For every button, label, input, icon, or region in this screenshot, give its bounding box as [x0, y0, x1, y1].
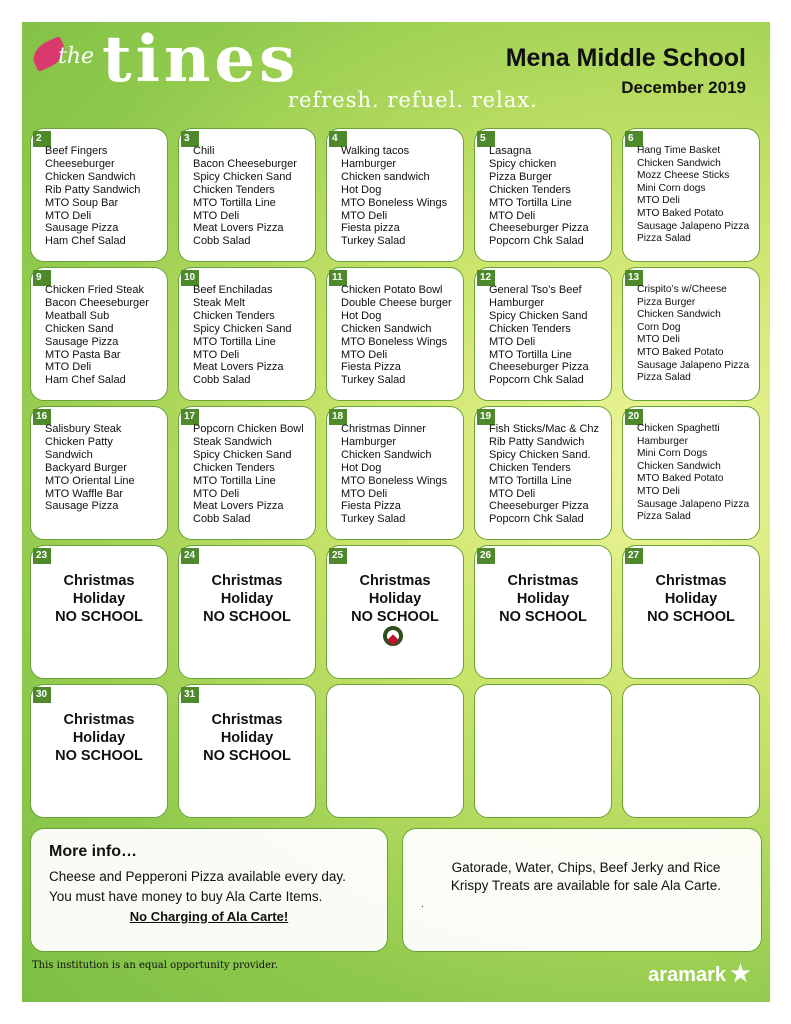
day-cell	[326, 545, 464, 679]
holiday-line: Holiday	[72, 591, 126, 607]
menu-items	[193, 423, 311, 526]
menu-item: Chicken Tenders	[193, 309, 275, 322]
brand-the: the	[58, 44, 95, 69]
menu-item: Salisbury Steak	[45, 423, 122, 435]
holiday-notice	[623, 572, 759, 626]
holiday-line: NO SCHOOL	[499, 609, 587, 625]
menu-item: Chicken Sandwich	[637, 460, 721, 472]
menu-item: MTO Baked Potato	[637, 207, 724, 219]
holiday-line: Holiday	[220, 591, 274, 607]
holiday-line: NO SCHOOL	[55, 609, 143, 625]
menu-item: MTO Deli	[45, 361, 92, 374]
menu-item: Cheeseburger	[45, 157, 115, 170]
menu-item: Sausage Pizza	[45, 500, 119, 513]
menu-item: Cheeseburger Pizza	[489, 500, 589, 513]
day-number: 26	[477, 548, 495, 564]
menu-items	[341, 145, 459, 248]
day-number: 27	[625, 548, 643, 564]
day-cell	[30, 545, 168, 679]
menu-item: MTO Tortilla Line	[193, 335, 276, 348]
holiday-line: Holiday	[664, 591, 718, 607]
holiday-notice	[179, 711, 315, 765]
menu-item: Pizza Salad	[637, 511, 691, 523]
menu-item: Ham Chef Salad	[45, 374, 126, 387]
menu-item: Hot Dog	[341, 183, 382, 196]
menu-item: Meatball Sub	[45, 309, 110, 322]
holiday-line: NO SCHOOL	[203, 609, 291, 625]
menu-item: MTO Tortilla Line	[193, 196, 276, 209]
info-dot: .	[421, 899, 424, 910]
day-number: 25	[329, 548, 347, 564]
menu-item: Crispito’s w/Cheese	[637, 284, 727, 295]
day-cell	[30, 267, 168, 401]
day-cell	[474, 267, 612, 401]
holiday-line: Holiday	[72, 730, 126, 746]
holiday-line: NO SCHOOL	[55, 748, 143, 764]
menu-item: MTO Oriental Line	[45, 474, 135, 487]
menu-item: MTO Deli	[637, 334, 680, 346]
menu-item: MTO Deli	[341, 348, 388, 361]
menu-items	[637, 284, 755, 385]
menu-item: MTO Deli	[489, 335, 536, 348]
menu-item: Hot Dog	[341, 461, 382, 474]
day-cell	[326, 128, 464, 262]
menu-item: Chicken Potato Bowl	[341, 284, 443, 296]
menu-items	[193, 145, 311, 248]
day-number: 17	[181, 409, 199, 425]
menu-item: MTO Pasta Bar	[45, 348, 121, 361]
holiday-notice	[327, 572, 463, 626]
menu-item: Sausage Jalapeno Pizza	[637, 498, 750, 510]
menu-item: Sausage Pizza	[45, 335, 119, 348]
day-number: 23	[33, 548, 51, 564]
menu-item: Rib Patty Sandwich	[45, 183, 141, 196]
menu-item: General Tso’s Beef	[489, 284, 582, 296]
menu-item: Popcorn Chicken Bowl	[193, 423, 304, 435]
menu-items	[637, 145, 755, 246]
menu-items	[637, 423, 755, 524]
menu-item: MTO Deli	[489, 209, 536, 222]
menu-items	[341, 284, 459, 387]
menu-item: Hang Time Basket	[637, 145, 721, 156]
holiday-line: Christmas	[211, 712, 283, 728]
menu-item: Pizza Salad	[637, 372, 691, 384]
day-cell	[178, 684, 316, 818]
menu-item: MTO Boneless Wings	[341, 474, 448, 487]
brand-logo	[22, 22, 582, 142]
day-cell	[474, 545, 612, 679]
menu-item: Spicy Chicken Sand	[193, 448, 292, 461]
menu-item: Hamburger	[341, 435, 397, 448]
menu-item: Popcorn Chk Salad	[489, 235, 584, 248]
menu-item: Meat Lovers Pizza	[193, 361, 284, 374]
holiday-line: Holiday	[516, 591, 570, 607]
day-number: 24	[181, 548, 199, 564]
menu-item: MTO Deli	[637, 195, 680, 207]
menu-page	[22, 22, 770, 1002]
menu-item: MTO Boneless Wings	[341, 335, 448, 348]
holiday-line: Christmas	[655, 573, 727, 589]
menu-item: MTO Soup Bar	[45, 196, 119, 209]
holiday-line: Christmas	[211, 573, 283, 589]
menu-item: MTO Deli	[341, 487, 388, 500]
holiday-notice	[31, 711, 167, 765]
menu-item: Popcorn Chk Salad	[489, 374, 584, 387]
menu-item: MTO Deli	[193, 348, 240, 361]
menu-item: Steak Melt	[193, 296, 245, 309]
menu-item: Chicken Tenders	[489, 183, 571, 196]
menu-item: Sausage Pizza	[45, 222, 119, 235]
menu-item: MTO Deli	[637, 485, 680, 497]
menu-item: Hamburger	[489, 296, 545, 309]
day-number: 30	[33, 687, 51, 703]
holiday-line: NO SCHOOL	[203, 748, 291, 764]
menu-item: MTO Deli	[193, 209, 240, 222]
day-number: 2	[33, 131, 51, 147]
info-line-2: You must have money to buy Ala Carte Items.	[49, 889, 323, 904]
holiday-line: Holiday	[220, 730, 274, 746]
menu-item: Mozz Cheese Sticks	[637, 170, 730, 182]
school-name: Mena Middle School	[505, 44, 746, 72]
menu-item: MTO Deli	[489, 487, 536, 500]
holiday-line: NO SCHOOL	[351, 609, 439, 625]
holiday-notice	[475, 572, 611, 626]
day-number: 12	[477, 270, 495, 286]
menu-item: Lasagna	[489, 145, 532, 157]
menu-item: Fish Sticks/Mac & Chz	[489, 423, 600, 435]
menu-item: Beef Fingers	[45, 145, 108, 157]
menu-items	[489, 284, 607, 387]
holiday-line: Christmas	[359, 573, 431, 589]
menu-item: Fiesta Pizza	[341, 500, 401, 513]
menu-item: Chicken Sandwich	[637, 157, 721, 169]
info-box-left	[30, 828, 388, 952]
menu-item: Cobb Salad	[193, 513, 251, 526]
ala-carte-info: Gatorade, Water, Chips, Beef Jerky and Rice Krispy Treats are available for sale Ala Carte.	[450, 860, 722, 893]
day-cell	[178, 406, 316, 540]
day-number: 10	[181, 270, 199, 286]
menu-item: MTO Tortilla Line	[489, 348, 572, 361]
holiday-line: Holiday	[368, 591, 422, 607]
menu-item: Sausage Jalapeno Pizza	[637, 220, 750, 232]
holiday-notice	[31, 572, 167, 626]
holiday-line: NO SCHOOL	[647, 609, 735, 625]
menu-item: MTO Tortilla Line	[193, 474, 276, 487]
wreath-icon	[383, 626, 403, 646]
menu-item: Pizza Burger	[637, 296, 696, 308]
no-charging-notice: No Charging of Ala Carte!	[129, 909, 289, 924]
menu-item: Chicken Tenders	[193, 183, 275, 196]
menu-item: Chicken Sandwich	[341, 322, 432, 335]
day-number: 4	[329, 131, 347, 147]
menu-item: Cheeseburger Pizza	[489, 222, 589, 235]
menu-item: Chicken Fried Steak	[45, 284, 145, 296]
menu-item: Spicy chicken	[489, 157, 557, 170]
menu-item: Sandwich	[45, 448, 93, 461]
menu-item: Sausage Jalapeno Pizza	[637, 359, 750, 371]
menu-item: MTO Deli	[45, 209, 92, 222]
brand-tagline: refresh. refuel. relax.	[288, 88, 538, 112]
holiday-line: Christmas	[507, 573, 579, 589]
menu-item: Bacon Cheeseburger	[45, 296, 149, 309]
day-cell	[474, 406, 612, 540]
empty-day-cell	[622, 684, 760, 818]
menu-items	[193, 284, 311, 387]
menu-item: Turkey Salad	[341, 513, 406, 526]
day-cell	[178, 267, 316, 401]
menu-item: Meat Lovers Pizza	[193, 500, 284, 513]
menu-item: MTO Tortilla Line	[489, 196, 572, 209]
menu-item: Meat Lovers Pizza	[193, 222, 284, 235]
empty-day-cell	[326, 684, 464, 818]
day-number: 5	[477, 131, 495, 147]
empty-day-cell	[474, 684, 612, 818]
menu-item: Fiesta pizza	[341, 222, 400, 235]
day-cell	[622, 545, 760, 679]
day-number: 11	[329, 270, 347, 286]
menu-item: Chicken Patty	[45, 435, 113, 448]
menu-item: Spicy Chicken Sand	[489, 309, 588, 322]
menu-item: MTO Tortilla Line	[489, 474, 572, 487]
menu-item: Chicken sandwich	[341, 170, 430, 183]
menu-item: MTO Deli	[193, 487, 240, 500]
menu-item: MTO Waffle Bar	[45, 487, 124, 500]
menu-item: MTO Boneless Wings	[341, 196, 448, 209]
menu-item: Chicken Sandwich	[637, 309, 721, 321]
holiday-notice	[179, 572, 315, 626]
menu-items	[489, 145, 607, 248]
menu-item: Mini Corn dogs	[637, 182, 706, 194]
menu-month: December 2019	[621, 78, 746, 97]
menu-item: Spicy Chicken Sand.	[489, 448, 591, 461]
day-number: 19	[477, 409, 495, 425]
day-number: 16	[33, 409, 51, 425]
menu-item: Steak Sandwich	[193, 435, 272, 448]
menu-item: Spicy Chicken Sand	[193, 170, 292, 183]
aramark-star-icon: ★	[728, 958, 752, 988]
menu-item: Chicken Tenders	[489, 322, 571, 335]
menu-item: Christmas Dinner	[341, 423, 426, 435]
menu-item: Rib Patty Sandwich	[489, 435, 585, 448]
menu-item: Chicken Sandwich	[45, 170, 136, 183]
day-cell	[178, 545, 316, 679]
info-line-1: Cheese and Pepperoni Pizza available every day.	[49, 869, 346, 884]
menu-item: Ham Chef Salad	[45, 235, 126, 248]
menu-item: Chicken Tenders	[193, 461, 275, 474]
menu-item: Walking tacos	[341, 145, 410, 157]
menu-item: Corn Dog	[637, 321, 681, 333]
day-number: 9	[33, 270, 51, 286]
menu-item: Turkey Salad	[341, 235, 406, 248]
day-number: 6	[625, 131, 643, 147]
menu-item: Cheeseburger Pizza	[489, 361, 589, 374]
menu-item: Spicy Chicken Sand	[193, 322, 292, 335]
menu-item: MTO Baked Potato	[637, 346, 724, 358]
menu-item: Hamburger	[637, 435, 688, 447]
day-number: 20	[625, 409, 643, 425]
day-cell	[30, 684, 168, 818]
menu-items	[341, 423, 459, 526]
day-number: 31	[181, 687, 199, 703]
aramark-logo: aramark	[648, 964, 726, 986]
menu-item: MTO Baked Potato	[637, 473, 724, 485]
info-box-right	[402, 828, 762, 952]
menu-items	[489, 423, 607, 526]
day-cell	[30, 128, 168, 262]
menu-item: MTO Deli	[341, 209, 388, 222]
holiday-line: Christmas	[63, 712, 135, 728]
menu-item: Cobb Salad	[193, 235, 251, 248]
menu-item: Turkey Salad	[341, 374, 406, 387]
menu-item: Fiesta Pizza	[341, 361, 401, 374]
menu-item: Hot Dog	[341, 309, 382, 322]
menu-item: Chicken Tenders	[489, 461, 571, 474]
day-cell	[622, 406, 760, 540]
menu-items	[45, 423, 163, 513]
menu-item: Bacon Cheeseburger	[193, 157, 297, 170]
day-cell	[326, 267, 464, 401]
menu-item: Chicken Spaghetti	[637, 423, 720, 434]
menu-item: Popcorn Chk Salad	[489, 513, 584, 526]
equal-opportunity-note: This institution is an equal opportunity provider.	[32, 960, 278, 971]
day-number: 13	[625, 270, 643, 286]
menu-item: Beef Enchiladas	[193, 284, 273, 296]
menu-item: Chicken Sandwich	[341, 448, 432, 461]
brand-name: tines	[102, 22, 300, 97]
menu-item: Chicken Sand	[45, 322, 114, 335]
day-cell	[622, 267, 760, 401]
menu-item: Double Cheese burger	[341, 296, 452, 309]
menu-item: Backyard Burger	[45, 461, 127, 474]
menu-item: Hamburger	[341, 157, 397, 170]
menu-items	[45, 284, 163, 387]
menu-item: Chili	[193, 145, 215, 157]
menu-item: Mini Corn Dogs	[637, 448, 708, 460]
day-cell	[622, 128, 760, 262]
day-number: 18	[329, 409, 347, 425]
day-cell	[474, 128, 612, 262]
menu-item: Pizza Burger	[489, 170, 552, 183]
day-cell	[178, 128, 316, 262]
day-cell	[30, 406, 168, 540]
day-number: 3	[181, 131, 199, 147]
info-title: More info…	[49, 843, 137, 860]
menu-items	[45, 145, 163, 248]
menu-item: Pizza Salad	[637, 233, 691, 245]
holiday-line: Christmas	[63, 573, 135, 589]
day-cell	[326, 406, 464, 540]
menu-item: Cobb Salad	[193, 374, 251, 387]
